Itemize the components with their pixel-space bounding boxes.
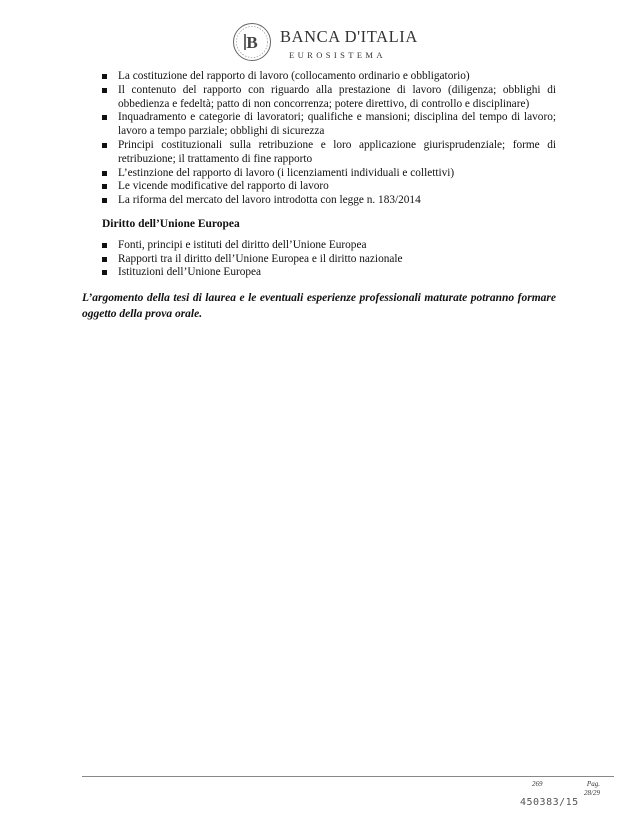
page-header — [232, 18, 432, 66]
topic-list-labour-law — [100, 70, 556, 208]
list-item: L’estinzione del rapporto di lavoro (i licenziamenti individuali e collettivi) — [100, 167, 556, 181]
page-label: Pag. — [586, 780, 600, 788]
footer-divider — [82, 776, 614, 777]
page-value: 28/29 — [584, 789, 600, 797]
list-item: La riforma del mercato del lavoro introdotta con legge n. 183/2014 — [100, 194, 556, 208]
page-indicator — [584, 780, 600, 798]
brand-name: BANCA D'ITALIA — [280, 27, 418, 46]
list-item: Rapporti tra il diritto dell’Unione Europea e il diritto nazionale — [100, 253, 556, 267]
brand-subtitle: EUROSISTEMA — [289, 50, 386, 60]
footer-number: 269 — [532, 780, 543, 788]
oral-exam-note: L’argomento della tesi di laurea e le eventuali esperienze professionali maturate potranno formare oggetto della prova orale. — [82, 292, 556, 321]
list-item: Il contenuto del rapporto con riguardo alla prestazione di lavoro (diligenza; obblighi di obbedienza e fedeltà; patto di non concorrenza; potere direttivo, di controllo e disciplinare) — [100, 84, 556, 112]
list-item: Principi costituzionali sulla retribuzione e loro applicazione giurisprudenziale; forme di retribuzione; il trattamento di fine rapporto — [100, 139, 556, 167]
banca-italia-logo-icon — [232, 22, 272, 62]
list-item: Inquadramento e categorie di lavoratori; qualifiche e mansioni; disciplina del tempo di lavoro; lavoro a tempo parziale; obblighi di sicurezza — [100, 111, 556, 139]
list-item: La costituzione del rapporto di lavoro (collocamento ordinario e obbligatorio) — [100, 70, 556, 84]
list-item: Le vicende modificative del rapporto di lavoro — [100, 180, 556, 194]
document-body — [82, 70, 556, 322]
list-item: Fonti, principi e istituti del diritto dell’Unione Europea — [100, 239, 556, 253]
list-item: Istituzioni dell’Unione Europea — [100, 266, 556, 280]
svg-text:B: B — [246, 33, 258, 52]
section-heading: Diritto dell’Unione Europea — [102, 217, 240, 230]
document-code: 450383/15 — [520, 797, 579, 808]
topic-list-eu-law — [100, 239, 556, 280]
